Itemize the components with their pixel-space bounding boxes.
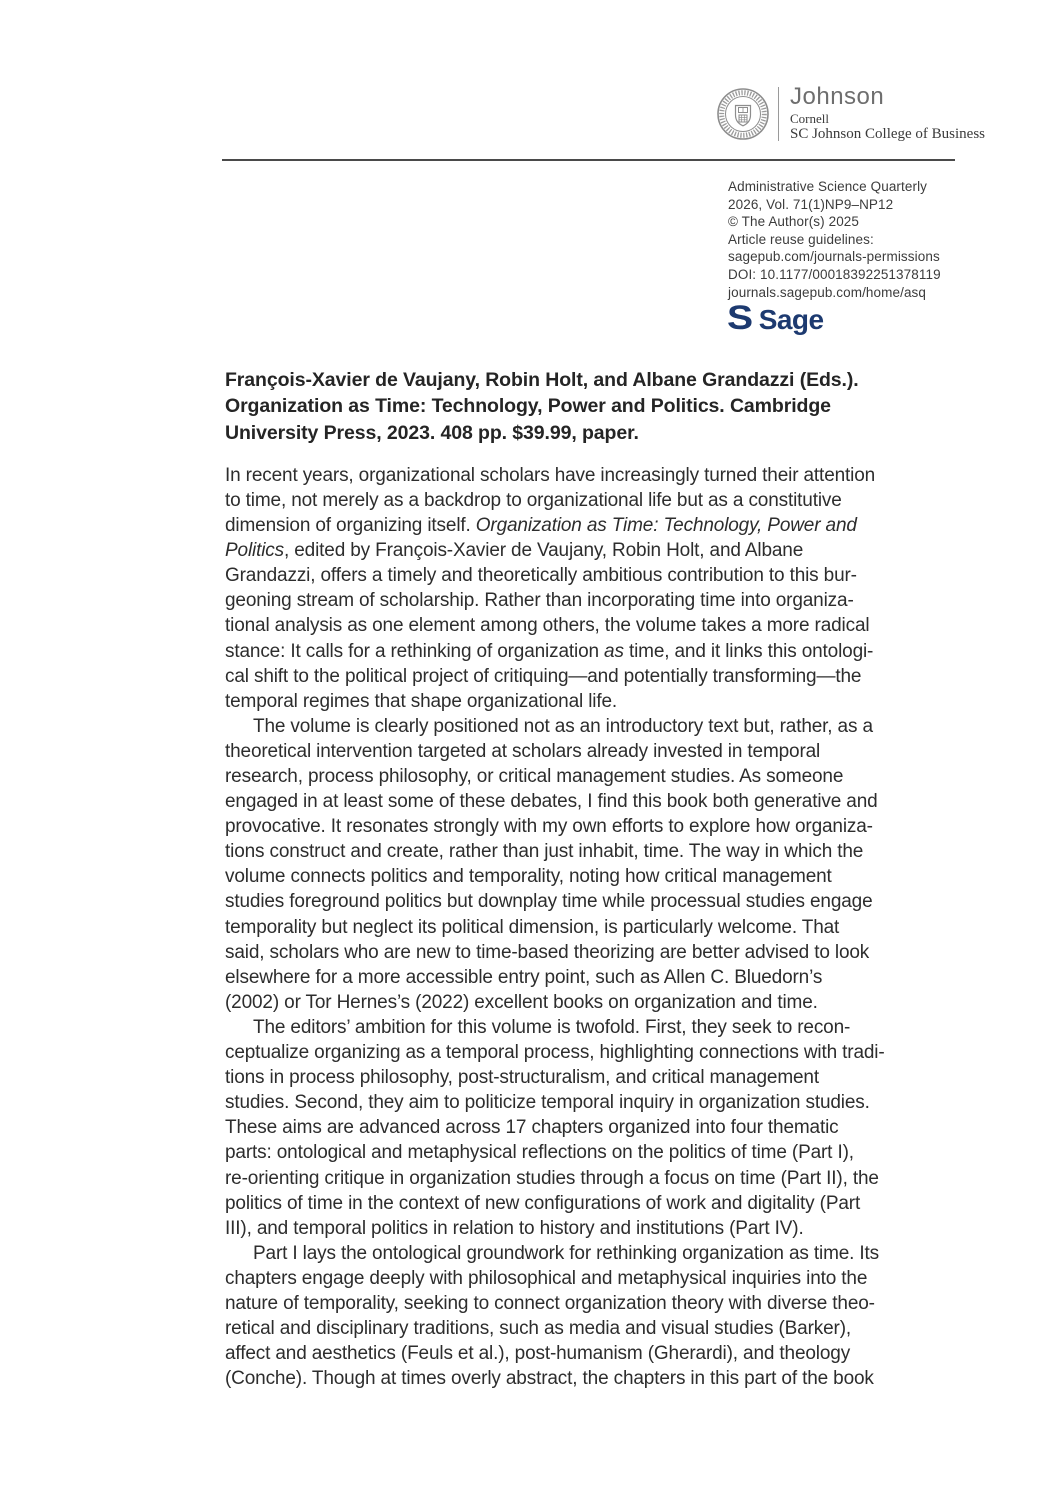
header-rule [222, 159, 955, 161]
citation-line: University Press, 2023. 408 pp. $39.99, paper. [225, 421, 639, 444]
text-line: said, scholars who are new to time-based theorizing are better advised to look [225, 941, 870, 963]
body-paragraph [225, 714, 959, 1015]
text-line: tions in process philosophy, post-structuralism, and critical management [225, 1067, 819, 1089]
text-line: temporality but neglect its political dimension, is particularly welcome. That [225, 916, 840, 938]
citation-line: Organization as Time: Technology, Power and Politics. Cambridge [225, 395, 831, 418]
wordmark-cornell: Cornell [790, 111, 829, 126]
body-paragraph [225, 1015, 959, 1241]
text-line: These aims are advanced across 17 chapters organized into four thematic [225, 1117, 839, 1139]
sage-logo [727, 301, 824, 335]
review-body [225, 463, 959, 1391]
sage-s-icon: S [727, 299, 754, 337]
body-paragraph [225, 463, 959, 714]
journal-meta-line: Article reuse guidelines: [728, 231, 874, 247]
journal-meta-line: journals.sagepub.com/home/asq [728, 284, 927, 300]
text-line: nature of temporality, seeking to connect organization theory with diverse theo- [225, 1292, 875, 1314]
text-line: Politics, edited by François-Xavier de Vaujany, Robin Holt, and Albane [225, 540, 804, 562]
text-line: ceptualize organizing as a temporal process, highlighting connections with tradi- [225, 1042, 885, 1064]
journal-meta-line: DOI: 10.1177/00018392251378119 [728, 266, 941, 282]
sage-wordmark: Sage [758, 304, 824, 335]
text-line: re-orienting critique in organization studies through a focus on time (Part II), the [225, 1167, 879, 1189]
body-paragraph [225, 1241, 959, 1392]
text-line: In recent years, organizational scholars have increasingly turned their attention [225, 464, 876, 486]
journal-meta-line: 2026, Vol. 71(1)NP9–NP12 [728, 196, 894, 212]
text-line: provocative. It resonates strongly with my own efforts to explore how organiza- [225, 816, 873, 838]
text-line: politics of time in the context of new configurations of work and digitality (Part [225, 1192, 861, 1214]
journal-meta [728, 178, 941, 301]
text-line: Grandazzi, offers a timely and theoretically ambitious contribution to this bur- [225, 565, 857, 587]
journal-meta-line: sagepub.com/journals-permissions [728, 249, 940, 265]
text-line: tions construct and create, rather than just inhabit, time. The way in which the [225, 841, 864, 863]
journal-meta-line: © The Author(s) 2025 [728, 214, 860, 230]
text-line: parts: ontological and metaphysical reflections on the politics of time (Part I), [225, 1142, 854, 1164]
text-line: volume connects politics and temporality, noting how critical management [225, 866, 832, 888]
cornell-seal-icon [716, 86, 770, 142]
book-citation [225, 367, 959, 446]
text-line: The editors’ ambition for this volume is twofold. First, they seek to recon- [253, 1016, 851, 1038]
college-logo [716, 85, 985, 143]
text-line: geoning stream of scholarship. Rather than incorporating time into organiza- [225, 590, 854, 612]
wordmark-college: SC Johnson College of Business [790, 126, 986, 142]
text-line: chapters engage deeply with philosophical and metaphysical inquiries into the [225, 1267, 868, 1289]
article-content [225, 367, 959, 1391]
text-line: affect and aesthetics (Feuls et al.), post-humanism (Gherardi), and theology [225, 1343, 851, 1365]
text-line: tional analysis as one element among others, the volume takes a more radical [225, 615, 870, 637]
text-line: studies. Second, they aim to politicize temporal inquiry in organization studies. [225, 1092, 870, 1114]
text-line: The volume is clearly positioned not as an introductory text but, rather, as a [253, 715, 873, 737]
text-line: III), and temporal politics in relation to history and institutions (Part IV). [225, 1217, 804, 1239]
wordmark-johnson: Johnson [790, 83, 885, 110]
text-line: dimension of organizing itself. Organization as Time: Technology, Power and [225, 515, 857, 537]
text-line: Part I lays the ontological groundwork for rethinking organization as time. Its [253, 1242, 880, 1264]
text-line: stance: It calls for a rethinking of organization as time, and it links this ontologi- [225, 640, 874, 662]
text-line: cal shift to the political project of critiquing—and potentially transforming—the [225, 665, 862, 687]
text-line: research, process philosophy, or critical management studies. As someone [225, 766, 844, 788]
text-line: theoretical intervention targeted at scholars already invested in temporal [225, 740, 821, 762]
text-line: (Conche). Though at times overly abstract, the chapters in this part of the book [225, 1368, 874, 1390]
text-line: engaged in at least some of these debates, I find this book both generative and [225, 791, 878, 813]
journal-meta-line: Administrative Science Quarterly [728, 179, 928, 194]
logo-divider [778, 87, 779, 141]
text-line: to time, not merely as a backdrop to organizational life but as a constitutive [225, 489, 842, 511]
text-line: elsewhere for a more accessible entry point, such as Allen C. Bluedorn’s [225, 966, 823, 988]
text-line: studies foreground politics but downplay time while processual studies engage [225, 891, 873, 913]
text-line: (2002) or Tor Hernes’s (2022) excellent books on organization and time. [225, 991, 818, 1013]
citation-line: François-Xavier de Vaujany, Robin Holt, and Albane Grandazzi (Eds.). [225, 369, 859, 391]
text-line: retical and disciplinary traditions, such as media and visual studies (Barker), [225, 1318, 851, 1340]
text-line: temporal regimes that shape organizational life. [225, 690, 618, 712]
